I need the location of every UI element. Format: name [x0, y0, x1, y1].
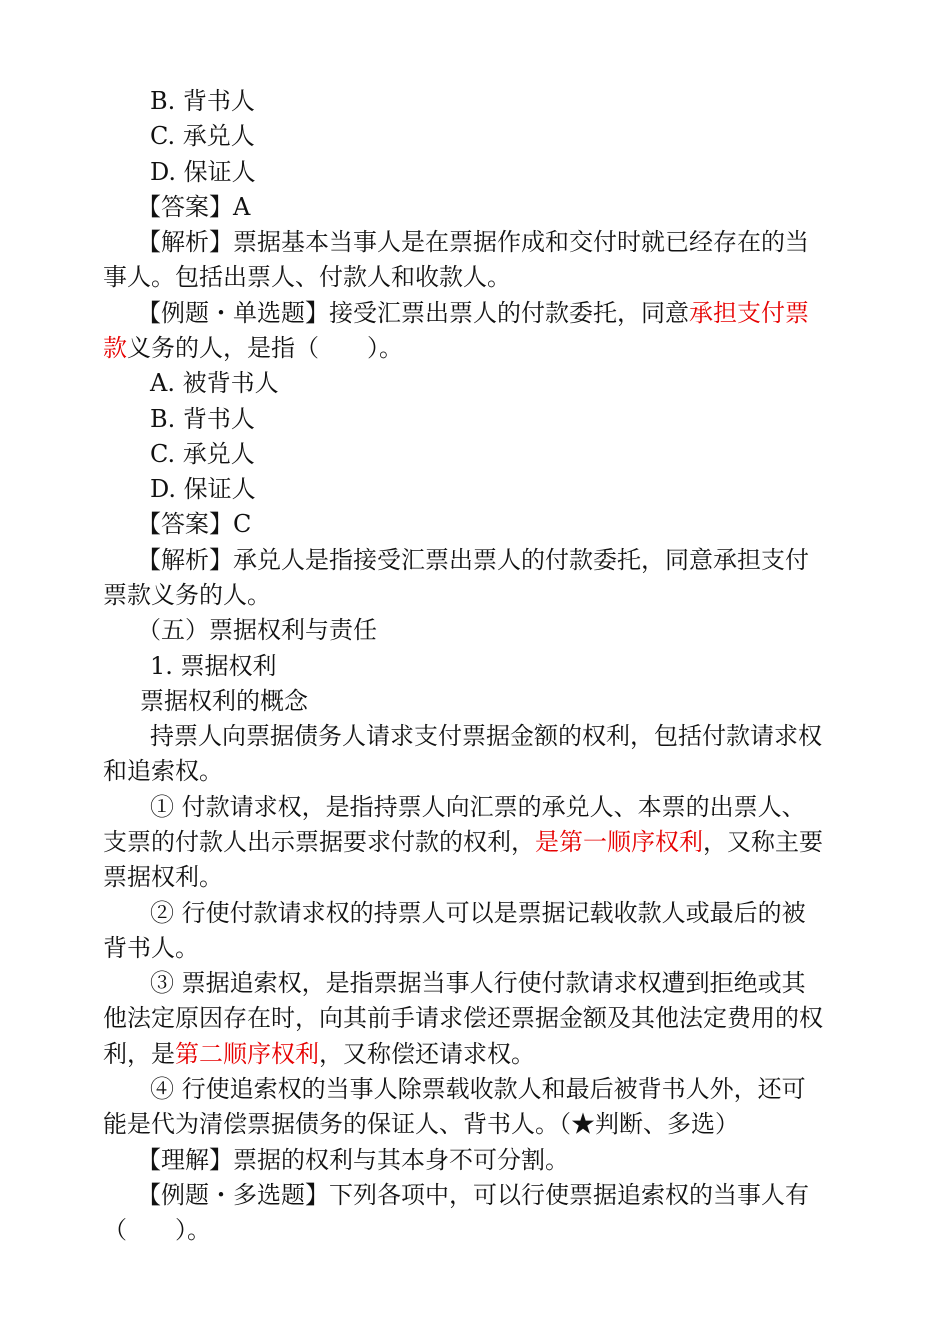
example-single-choice-stem [137, 295, 809, 331]
example-stem-cont-3: （ ）。 [103, 1216, 211, 1244]
example-label: 【例题・多选题】 [137, 1181, 329, 1209]
answer-label: 【答案】 [137, 510, 233, 538]
stem-highlight: 承担支付票 [689, 299, 809, 327]
point-1-text: 支票的付款人出示票据要求付款的权利， [103, 828, 535, 856]
point-2-cont: 背书人。 [103, 934, 199, 962]
sub-heading: 1. 票据权利 [150, 652, 277, 680]
answer-value: A [233, 193, 251, 221]
point-4-cont: 能是代为清偿票据债务的保证人、背书人。（★判断、多选） [103, 1110, 739, 1138]
stem-text: 下列各项中，可以行使票据追索权的当事人有 [329, 1181, 809, 1209]
point-1-cont-2: 票据权利。 [103, 863, 223, 891]
example-multi-choice-stem [137, 1177, 809, 1213]
answer-row [137, 189, 250, 225]
point-3-highlight: 第二顺序权利 [175, 1040, 319, 1068]
analysis-label: 【解析】 [137, 228, 233, 256]
concept-text: 持票人向票据债务人请求支付票据金额的权利，包括付款请求权 [150, 722, 822, 750]
point-3-text-end: ，又称偿还请求权。 [319, 1040, 535, 1068]
point-2: ② 行使付款请求权的持票人可以是票据记载收款人或最后的被 [150, 899, 806, 927]
answer-row-2 [137, 506, 251, 542]
analysis-text: 承兑人是指接受汇票出票人的付款委托，同意承担支付 [233, 546, 809, 574]
option-d: D. 保证人 [150, 158, 256, 186]
understanding-label: 【理解】 [137, 1146, 233, 1174]
answer-label: 【答案】 [137, 193, 233, 221]
point-1-text-end: ，又称主要 [703, 828, 823, 856]
answer-value: C [233, 510, 252, 538]
analysis-text-cont: 事人。包括出票人、付款人和收款人。 [103, 263, 511, 291]
understanding-row [137, 1142, 569, 1178]
stem-highlight-cont: 款 [103, 334, 127, 362]
option-b-2: B. 背书人 [150, 405, 255, 433]
analysis-label: 【解析】 [137, 546, 233, 574]
point-1-highlight: 是第一顺序权利 [535, 828, 703, 856]
stem-text-cont: 义务的人，是指（ ）。 [127, 334, 403, 362]
example-label: 【例题・单选题】 [137, 299, 329, 327]
analysis-row [137, 224, 809, 260]
analysis-text: 票据基本当事人是在票据作成和交付时就已经存在的当 [233, 228, 809, 256]
point-3-cont: 他法定原因存在时，向其前手请求偿还票据金额及其他法定费用的权 [103, 1004, 823, 1032]
point-3: ③ 票据追索权，是指票据当事人行使付款请求权遭到拒绝或其 [150, 969, 806, 997]
concept-title: 票据权利的概念 [140, 687, 308, 715]
option-c: C. 承兑人 [150, 122, 255, 150]
point-4: ④ 行使追索权的当事人除票载收款人和最后被背书人外，还可 [150, 1075, 806, 1103]
point-1: ① 付款请求权，是指持票人向汇票的承兑人、本票的出票人、 [150, 793, 806, 821]
option-b: B. 背书人 [150, 87, 255, 115]
concept-text-cont: 和追索权。 [103, 757, 223, 785]
option-d-2: D. 保证人 [150, 475, 256, 503]
point-3-cont-2 [103, 1036, 535, 1072]
point-3-text: 利，是 [103, 1040, 175, 1068]
example-stem-cont [103, 330, 403, 366]
point-1-cont [103, 824, 823, 860]
stem-text: 接受汇票出票人的付款委托，同意 [329, 299, 689, 327]
analysis-row-2 [137, 542, 809, 578]
understanding-text: 票据的权利与其本身不可分割。 [233, 1146, 569, 1174]
section-heading: （五）票据权利与责任 [137, 616, 377, 644]
option-a: A. 被背书人 [150, 369, 279, 397]
analysis-text-cont-2: 票款义务的人。 [103, 581, 271, 609]
option-c-2: C. 承兑人 [150, 440, 255, 468]
